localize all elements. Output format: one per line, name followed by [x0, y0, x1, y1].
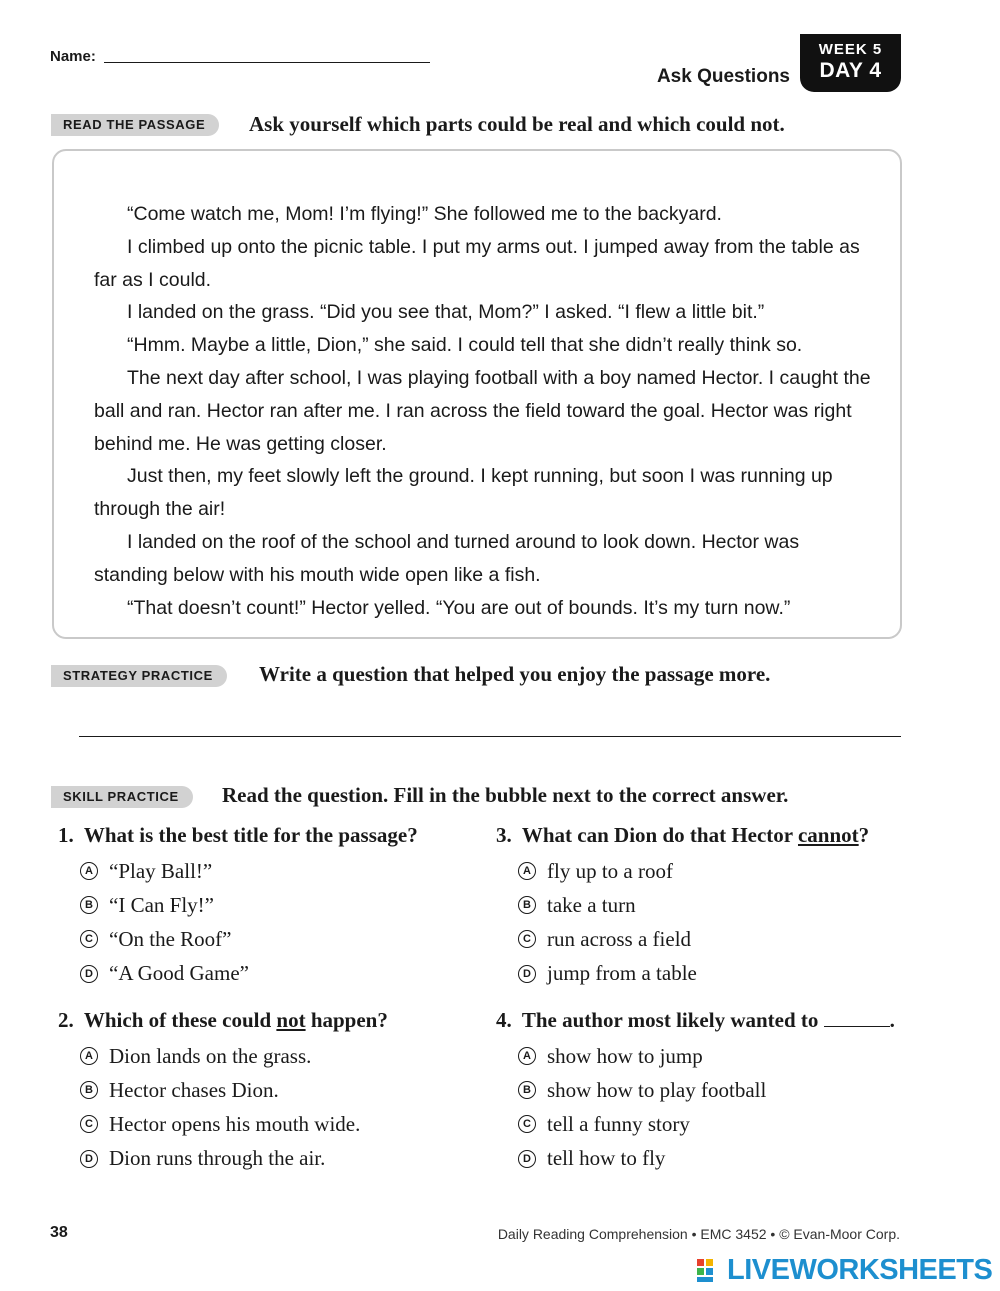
- answer-option[interactable]: B “I Can Fly!”: [80, 888, 418, 922]
- week-day-tab: [800, 34, 901, 92]
- answer-option[interactable]: A show how to jump: [518, 1039, 895, 1073]
- passage-paragraph: I landed on the roof of the school and turned around to look down. Hector was standing below with his mouth wide open like a fish.: [94, 530, 800, 586]
- bubble-c[interactable]: C: [518, 930, 536, 948]
- answer-option[interactable]: A Dion lands on the grass.: [80, 1039, 388, 1073]
- answer-option[interactable]: D tell how to fly: [518, 1142, 895, 1176]
- skill-instruction: Read the question. Fill in the bubble next to the correct answer.: [222, 783, 789, 807]
- answer-option[interactable]: C tell a funny story: [518, 1107, 895, 1141]
- answer-option[interactable]: D Dion runs through the air.: [80, 1142, 388, 1176]
- read-passage-pill: READ THE PASSAGE: [51, 114, 219, 136]
- strategy-instruction: Write a question that helped you enjoy the passage more.: [259, 662, 771, 686]
- answer-option[interactable]: C “On the Roof”: [80, 922, 418, 956]
- copyright-credit: Daily Reading Comprehension • EMC 3452 • © Evan-Moor Corp.: [497, 1226, 900, 1242]
- bubble-b[interactable]: B: [80, 896, 98, 914]
- passage-paragraph: I landed on the grass. “Did you see that, Mom?” I asked. “I flew a little bit.”: [127, 301, 765, 324]
- question-stem: 3. What can Dion do that Hector cannot?: [496, 823, 870, 847]
- answer-option[interactable]: B Hector chases Dion.: [80, 1073, 388, 1107]
- question-4: [496, 1008, 895, 1176]
- liveworksheets-logo-icon: [697, 1259, 723, 1283]
- passage-paragraph: The next day after school, I was playing football with a boy named Hector. I caught the ball and ran. Hector ran after me. I ran across the field toward the goal. Hector was right behind me. He was getting closer.: [94, 366, 871, 455]
- question-2: [58, 1008, 388, 1176]
- question-3: [496, 823, 869, 991]
- bubble-d[interactable]: D: [80, 965, 98, 983]
- answer-option[interactable]: B show how to play football: [518, 1073, 895, 1107]
- bubble-c[interactable]: C: [80, 930, 98, 948]
- bubble-a[interactable]: A: [518, 1047, 536, 1065]
- bubble-a[interactable]: A: [518, 862, 536, 880]
- passage-paragraph: “That doesn’t count!” Hector yelled. “You are out of bounds. It’s my turn now.”: [127, 596, 791, 619]
- liveworksheets-logo-text: LIVEWORKSHEETS: [727, 1254, 993, 1286]
- bubble-a[interactable]: A: [80, 862, 98, 880]
- answer-option[interactable]: A “Play Ball!”: [80, 854, 418, 888]
- name-label: Name:: [50, 48, 96, 65]
- week-label: WEEK 5: [818, 41, 883, 58]
- answer-write-line[interactable]: [79, 736, 901, 737]
- answer-option[interactable]: D jump from a table: [518, 957, 869, 991]
- answer-option[interactable]: A fly up to a roof: [518, 854, 869, 888]
- passage-text: [94, 198, 874, 624]
- skill-practice-pill: SKILL PRACTICE: [51, 786, 193, 808]
- passage-paragraph: “Hmm. Maybe a little, Dion,” she said. I could tell that she didn’t really think so.: [127, 334, 803, 357]
- passage-paragraph: I climbed up onto the picnic table. I put my arms out. I jumped away from the table as far as I could.: [94, 235, 860, 291]
- bubble-d[interactable]: D: [518, 965, 536, 983]
- bubble-b[interactable]: B: [518, 1081, 536, 1099]
- question-stem: 1. What is the best title for the passage?: [58, 823, 418, 847]
- day-label: DAY 4: [819, 59, 882, 82]
- bubble-c[interactable]: C: [518, 1115, 536, 1133]
- answer-option[interactable]: C Hector opens his mouth wide.: [80, 1107, 388, 1141]
- bubble-d[interactable]: D: [518, 1150, 536, 1168]
- answer-option[interactable]: D “A Good Game”: [80, 957, 418, 991]
- bubble-d[interactable]: D: [80, 1150, 98, 1168]
- question-stem: 4. The author most likely wanted to .: [496, 1008, 895, 1032]
- strategy-practice-pill: STRATEGY PRACTICE: [51, 665, 227, 687]
- read-instruction: Ask yourself which parts could be real and which could not.: [249, 112, 785, 136]
- passage-paragraph: Just then, my feet slowly left the ground. I kept running, but soon I was running up through the air!: [94, 465, 833, 521]
- worksheet-title: Ask Questions: [656, 66, 790, 87]
- passage-paragraph: “Come watch me, Mom! I’m flying!” She followed me to the backyard.: [127, 203, 722, 225]
- bubble-a[interactable]: A: [80, 1047, 98, 1065]
- name-input-line[interactable]: [104, 62, 430, 63]
- bubble-b[interactable]: B: [80, 1081, 98, 1099]
- question-1: [58, 823, 418, 991]
- answer-option[interactable]: B take a turn: [518, 888, 869, 922]
- bubble-c[interactable]: C: [80, 1115, 98, 1133]
- page-number: 38: [50, 1224, 68, 1241]
- answer-option[interactable]: C run across a field: [518, 922, 869, 956]
- fill-blank: [824, 1009, 890, 1027]
- bubble-b[interactable]: B: [518, 896, 536, 914]
- question-stem: 2. Which of these could not happen?: [58, 1008, 388, 1032]
